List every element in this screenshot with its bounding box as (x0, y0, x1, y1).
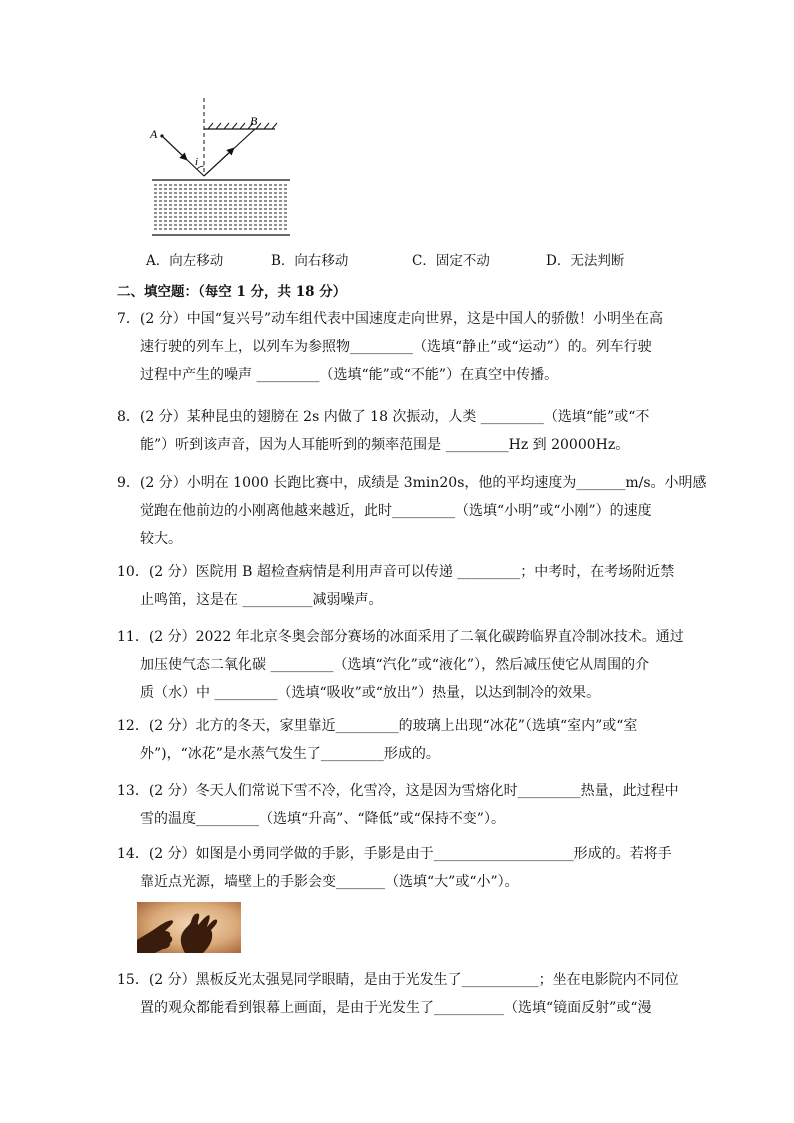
label-i: i (195, 156, 199, 168)
question-line: 较大。 (140, 531, 182, 547)
question-line: 8．(2 分）某种昆虫的翅膀在 2s 内做了 18 次振动，人类 _________（选填“能”或“不 (117, 409, 650, 425)
question-line: 能”）听到该声音，因为人耳能听到的频率范围是 _________Hz 到 20000Hz。 (140, 437, 630, 453)
option-d[interactable]: D．无法判断 (546, 253, 625, 269)
question-line: 9．(2 分）小明在 1000 长跑比赛中，成绩是 3min20s，他的平均速度为_______m/s。小明感 (117, 475, 707, 491)
reflected-arrow (204, 148, 234, 176)
question-line: 12．(2 分）北方的冬天，家里靠近_________的玻璃上出现“冰花”（选填“室内”或“室 (117, 718, 638, 734)
hand-shadow-photo (137, 902, 241, 953)
option-b[interactable]: B．向右移动 (271, 253, 349, 269)
question-line: 加压使气态二氧化碳 _________（选填“汽化”或“液化”），然后减压使它从周围的介 (140, 657, 650, 673)
question-line: 止鸣笛，这是在 __________减弱噪声。 (140, 592, 383, 608)
question-line: 10．(2 分）医院用 B 超检查病情是利用声音可以传递 _________；中考时，在考场附近禁 (117, 564, 675, 580)
question-line: 速行驶的列车上，以列车为参照物_________（选填“静止”或“运动”）的。列车行驶 (140, 339, 652, 355)
question-9 (117, 469, 707, 553)
label-a: A (150, 127, 158, 141)
mirror-hatching (208, 123, 277, 129)
incident-arrow (162, 136, 187, 160)
label-b: B (250, 114, 258, 128)
question-line: 质（水）中 _________（选填“吸收”或“放出”）热量，以达到制冷的效果。 (140, 685, 601, 701)
water-pattern (154, 185, 288, 229)
question-line: 外”)，“冰花”是水蒸气发生了_________形成的。 (140, 746, 440, 762)
question-line: 15．(2 分）黑板反光太强晃同学眼睛，是由于光发生了___________；坐在电影院内不同位 (117, 972, 679, 988)
question-line: 雪的温度_________（选填“升高”、“降低”或“保持不变”）。 (140, 811, 505, 827)
question-line: 11．(2 分）2022 年北京冬奥会部分赛场的冰面采用了二氧化碳跨临界直冷制冰技术。通过 (117, 629, 684, 645)
question-11 (117, 623, 682, 707)
question-line: 14．(2 分）如图是小勇同学做的手影，手影是由于____________________形成的。若将手 (117, 846, 672, 862)
section-title: 二、填空题：（每空 1 分，共 18 分） (117, 284, 347, 300)
question-line: 13．(2 分）冬天人们常说下雪不冷，化雪冷，这是因为雪熔化时_________热量，此过程中 (117, 783, 679, 799)
option-c[interactable]: C．固定不动 (412, 253, 490, 269)
question-13 (117, 777, 682, 833)
reflection-diagram (140, 92, 300, 242)
question-line: 7．(2 分）中国“复兴号”动车组代表中国速度走向世界，这是中国人的骄傲！小明坐在高 (117, 311, 664, 327)
question-12 (117, 712, 682, 768)
question-15 (117, 966, 682, 1022)
question-10 (117, 558, 682, 614)
question-line: 置的观众都能看到银幕上画面，是由于光发生了__________（选填“镜面反射”或“漫 (140, 1000, 652, 1016)
question-line: 靠近点光源，墙壁上的手影会变_______（选填“大”或“小”）。 (140, 874, 519, 890)
question-8 (117, 403, 682, 459)
question-7 (117, 305, 682, 389)
question-line: 过程中产生的噪声 _________（选填“能”或“不能”）在真空中传播。 (140, 367, 559, 383)
question-line: 觉跑在他前边的小刚离他越来越近，此时_________（选填“小明”或“小刚”）的速度 (140, 503, 652, 519)
question-14 (117, 840, 682, 896)
option-a[interactable]: A．向左移动 (146, 253, 224, 269)
